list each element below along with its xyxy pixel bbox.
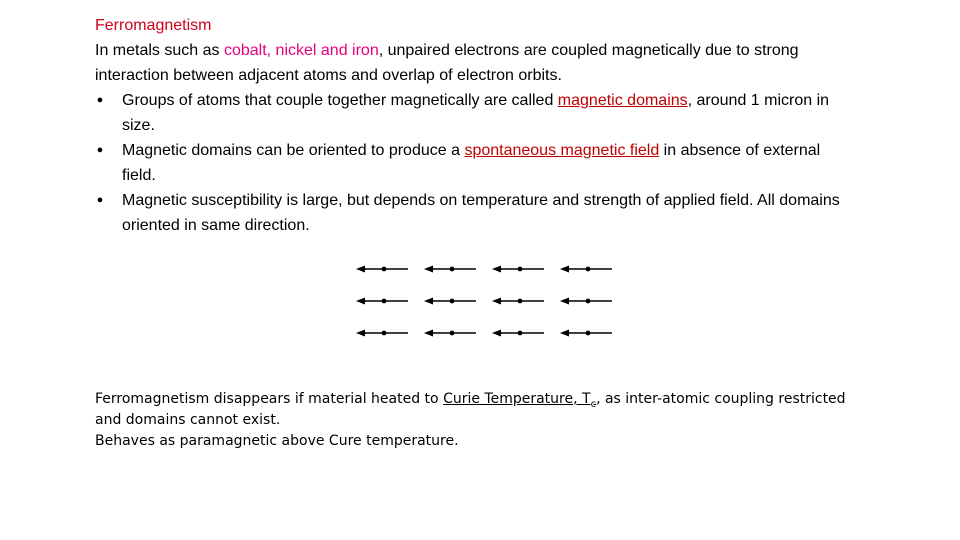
domain-arrow-icon: [356, 266, 408, 273]
bullet-list: [95, 88, 855, 238]
bullet-text-start: Magnetic domains can be oriented to produce a: [122, 142, 465, 159]
bullet-text-end: in absence of external field.: [122, 142, 821, 184]
metals-highlight: cobalt, nickel and iron: [223, 42, 379, 59]
bullet-dot-icon: ●: [96, 94, 104, 106]
footer-line-curie: [95, 389, 855, 431]
footer-line-paramagnetic: Behaves as paramagnetic above Cure temperature.: [95, 433, 459, 449]
intro-text-end: , unpaired electrons are coupled magnetically due to strong interaction between adjacent atoms and overlap of electron orbits.: [95, 42, 799, 84]
bullet-dot-icon: ●: [96, 144, 104, 156]
bullet-item: [95, 88, 855, 138]
bullet-item: [95, 138, 855, 188]
domain-arrow-icon: [492, 266, 544, 273]
curie-term-text: Curie Temperature, T: [443, 391, 591, 407]
bullet-text-end: , around 1 micron in size.: [122, 92, 830, 134]
domain-arrow-icon: [492, 298, 544, 305]
domain-arrow-icon: [424, 266, 476, 273]
bullet-term: spontaneous magnetic field: [464, 142, 660, 159]
footer-paragraph: [95, 389, 855, 452]
domain-arrow-icon: [560, 266, 612, 273]
domain-arrow-icon: [356, 298, 408, 305]
footer-text-start: Ferromagnetism disappears if material heated to: [95, 391, 444, 407]
bullet-text-start: Magnetic susceptibility is large, but depends on temperature and strength of applied field. All domains oriented in same direction.: [122, 192, 840, 234]
main-text: [95, 13, 855, 238]
bullet-text-start: Groups of atoms that couple together magnetically are called: [122, 92, 558, 109]
domain-arrow-icon: [424, 330, 476, 337]
slide-title: Ferromagnetism: [95, 17, 212, 34]
domain-arrow-icon: [560, 298, 612, 305]
curie-temperature-term: [443, 391, 597, 410]
domain-arrow-icon: [492, 330, 544, 337]
bullet-dot-icon: ●: [96, 194, 104, 206]
intro-text-start: In metals such as: [95, 42, 224, 59]
curie-subscript: c: [590, 398, 597, 410]
bullet-item: [95, 188, 855, 238]
intro-paragraph: [95, 38, 855, 88]
domain-arrow-diagram: [352, 258, 618, 348]
domain-arrow-icon: [356, 330, 408, 337]
bullet-term: magnetic domains: [557, 92, 688, 109]
domain-arrow-icon: [424, 298, 476, 305]
domain-arrow-icon: [560, 330, 612, 337]
footer-text-end: , as inter-atomic coupling restricted and domains cannot exist.: [95, 391, 846, 428]
